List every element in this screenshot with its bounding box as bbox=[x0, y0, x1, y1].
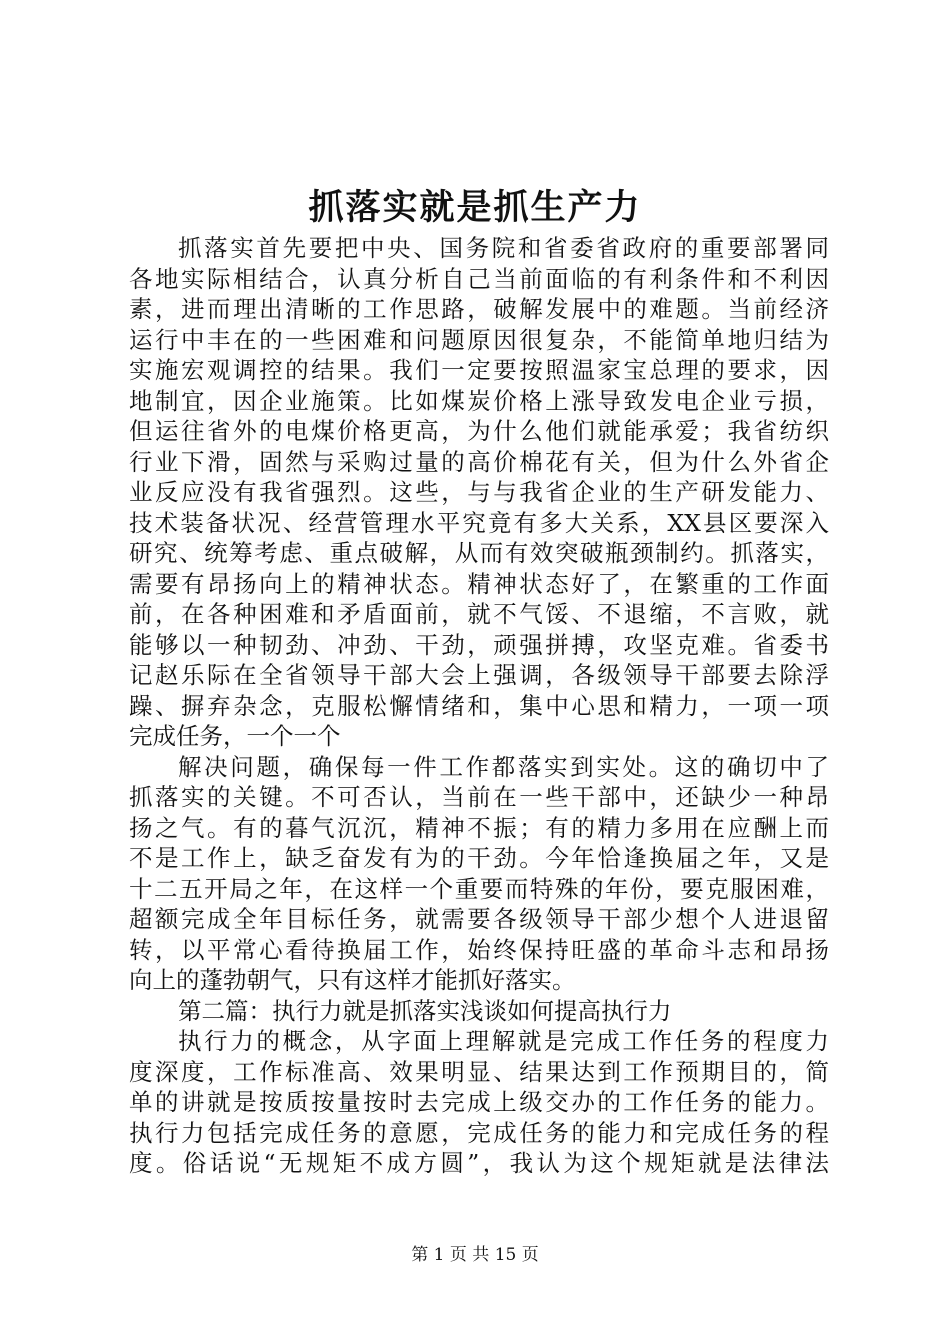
text-line: 度深度，工作标准高、效果明显、结果达到工作预期目的，简 bbox=[129, 1057, 829, 1086]
text-line: 执行力包括完成任务的意愿，完成任务的能力和完成任务的程 bbox=[129, 1118, 829, 1147]
text-line: 完成任务，一个一个 bbox=[129, 722, 341, 750]
text-line: 前，在各种困难和矛盾面前，就不气馁、不退缩，不言败，就 bbox=[129, 600, 829, 628]
text-line: 度。俗话说“无规矩不成方圆”，我认为这个规矩就是法律法 bbox=[129, 1149, 829, 1177]
text-line: 但运往省外的电煤价格更高，为什么他们就能承爱；我省纺织 bbox=[129, 417, 829, 445]
text-line: 实施宏观调控的结果。我们一定要按照温家宝总理的要求，因 bbox=[129, 356, 829, 384]
text-line: 研究、统筹考虑、重点破解，从而有效突破瓶颈制约。抓落实， bbox=[129, 539, 829, 567]
text-line: 记赵乐际在全省领导干部大会上强调，各级领导干部要去除浮 bbox=[129, 661, 829, 689]
text-line: 技术装备状况、经营管理水平究竟有多大关系，XX县区要深入 bbox=[129, 508, 829, 537]
text-line: 第二篇：执行力就是抓落实浅谈如何提高执行力 bbox=[178, 996, 672, 1025]
text-line: 扬之气。有的暮气沉沉，精神不振；有的精力多用在应酬上而 bbox=[129, 813, 829, 842]
text-line: 解决问题，确保每一件工作都落实到实处。这的确切中了 bbox=[178, 752, 829, 781]
page-footer: 第 1 页 共 15 页 bbox=[411, 1245, 539, 1265]
text-line: 向上的蓬勃朝气，只有这样才能抓好落实。 bbox=[129, 966, 576, 994]
text-line: 需要有昂扬向上的精神状态。精神状态好了，在繁重的工作面 bbox=[129, 569, 829, 598]
text-line: 执行力的概念，从字面上理解就是完成工作任务的程度力 bbox=[178, 1027, 829, 1055]
text-line: 转，以平常心看待换届工作，始终保持旺盛的革命斗志和昂扬 bbox=[129, 935, 829, 964]
text-line: 素，进而理出清晰的工作思路，破解发展中的难题。当前经济 bbox=[129, 295, 829, 323]
text-line: 抓落实的关键。不可否认，当前在一些干部中，还缺少一种昂 bbox=[129, 783, 829, 811]
text-line: 不是工作上，缺乏奋发有为的干劲。今年恰逢换届之年，又是 bbox=[129, 844, 829, 872]
text-line: 运行中丰在的一些困难和问题原因很复杂，不能简单地归结为 bbox=[129, 325, 829, 354]
text-line: 超额完成全年目标任务，就需要各级领导干部少想个人进退留 bbox=[129, 905, 829, 933]
text-line: 地制宜，因企业施策。比如煤炭价格上涨导致发电企业亏损， bbox=[129, 386, 829, 415]
text-line: 能够以一种韧劲、冲劲、干劲，顽强拼搏，攻坚克难。省委书 bbox=[129, 630, 829, 659]
document-body bbox=[129, 233, 829, 1179]
text-line: 十二五开局之年，在这样一个重要而特殊的年份，要克服困难， bbox=[129, 874, 829, 903]
text-line: 各地实际相结合，认真分析自己当前面临的有利条件和不利因 bbox=[129, 264, 829, 293]
text-line: 单的讲就是按质按量按时去完成上级交办的工作任务的能力。 bbox=[129, 1088, 829, 1116]
text-line: 业反应没有我省强烈。这些，与与我省企业的生产研发能力、 bbox=[129, 478, 829, 506]
document-title: 抓落实就是抓生产力 bbox=[308, 187, 642, 228]
text-line: 躁、摒弃杂念，克服松懈情绪和，集中心思和精力，一项一项 bbox=[129, 691, 829, 720]
text-line: 行业下滑，固然与采购过量的高价棉花有关，但为什么外省企 bbox=[129, 447, 829, 476]
text-line: 抓落实首先要把中央、国务院和省委省政府的重要部署同 bbox=[178, 234, 829, 262]
